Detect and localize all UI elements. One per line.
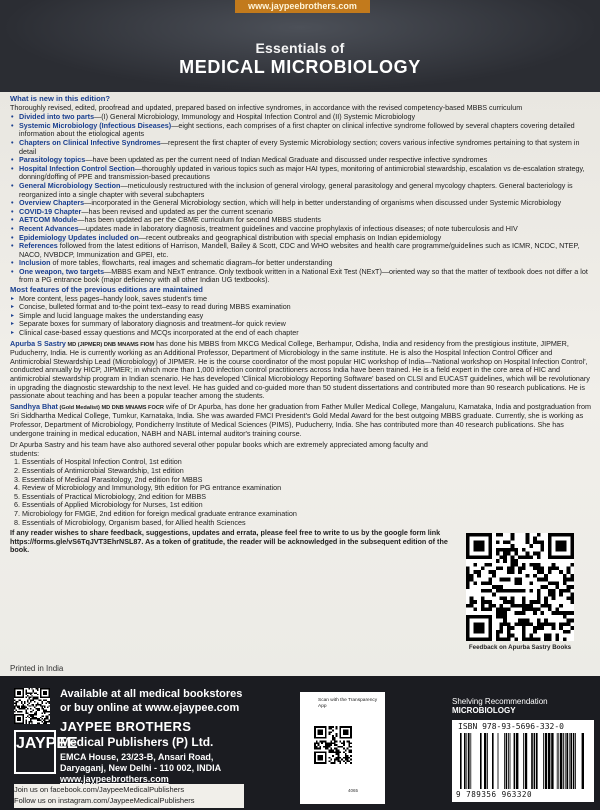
whats-new-item — [10, 182, 592, 199]
author-bio — [10, 340, 592, 401]
shelving-value: MICROBIOLOGY — [452, 706, 516, 715]
publisher-website-link[interactable]: www.jaypeebrothers.com — [60, 774, 169, 784]
isbn-barcode — [452, 720, 594, 802]
whats-new-item-text: —updates made in laboratory diagnosis, treatment guidelines and vaccine prophylaxis of infectious diseases; of note tuberculosis and HIV — [78, 223, 518, 233]
other-book-item: 8. Essentials of Microbiology, Organism based, for Allied health Sciences — [22, 519, 592, 528]
whats-new-item-title: General Microbiology Section — [19, 180, 121, 190]
barcode-icon — [458, 733, 586, 789]
whats-new-item-text: —incorporated in the General Microbiology section, which will help in better understanding of organisms when discussed under Systemic Microbiology — [84, 198, 562, 208]
publisher-name: JAYPEE BROTHERS — [60, 719, 192, 734]
whats-new-list — [10, 113, 592, 285]
publisher-url-strip: www.jaypeebrothers.com — [235, 0, 370, 13]
publisher-address-1: EMCA House, 23/23-B, Ansari Road, — [60, 752, 214, 762]
whats-new-item-title: COVID-19 Chapter — [19, 206, 82, 216]
availability-line-1: Available at all medical bookstores — [60, 688, 243, 700]
transparency-app-card — [300, 692, 385, 804]
whats-new-item — [10, 165, 592, 182]
whats-new-item-text: followed from the latest editions of Harrison, Mandell, Bailey & Scott, CDC and WHO websites and health care programme/guidelines such as ICMR, NCDC, NTEP, NACO, NVBDCP, Immunization and GPEI, etc. — [19, 241, 580, 259]
whats-new-item — [10, 122, 592, 139]
whats-new-item-text: of more tables, flowcharts, real images and schematic diagram–for better understanding — [50, 258, 333, 268]
whats-new-item — [10, 268, 592, 285]
availability-line-2: or buy online at www.ejaypee.com — [60, 702, 240, 714]
other-book-item: 6. Essentials of Applied Microbiology for Nurses, 1st edition — [22, 501, 592, 510]
shelving-recommendation — [452, 697, 592, 715]
publisher-name-line-2: Medical Publishers (P) Ltd. — [60, 735, 214, 749]
whats-new-item-text: —recent outbreaks and geographical distribution with special emphasis on Indian epidemiology — [138, 232, 442, 242]
kept-feature-item: ▸ Clinical case-based essay questions and MCQs incorporated at the end of each chapter — [10, 329, 592, 338]
kept-feature-item: ▸ More content, less pages–handy look, saves student's time — [10, 295, 592, 304]
whats-new-item-text: —meticulously restructured with the inclusion of general virology, general parasitology and general mycology chapters. General bacteriology is reorganized into a single chapter with several subchapters — [19, 180, 573, 199]
social-links — [14, 784, 244, 808]
jaypee-logo: JAYPEE — [14, 730, 56, 774]
whats-new-item-text: —have been updated as per the current need of Indian Medical Graduate and discussed under respective infective syndromes — [85, 155, 488, 165]
whats-new-item-text: —eight sections, each comprises of a first chapter on clinical infective syndrome followed by several chapters covering detailed information about the etiological agents — [19, 120, 575, 139]
whats-new-item-title: Parasitology topics — [19, 155, 86, 165]
other-book-item: 3. Essentials of Medical Parasitology, 2nd edition for MBBS — [22, 476, 592, 485]
whats-new-item-title: References — [19, 241, 58, 251]
author-bios — [10, 340, 592, 439]
instagram-link[interactable]: Follow us on instagram.com/JaypeeMedicalPublishers — [14, 796, 195, 805]
other-book-item: 7. Microbiology for FMGE, 2nd edition for foreign medical graduate entrance examination — [22, 510, 592, 519]
whats-new-item-title: Divided into two parts — [19, 112, 95, 122]
transparency-qr-code[interactable] — [314, 726, 352, 764]
other-book-item: 2. Essentials of Antimicrobial Stewardship, 1st edition — [22, 467, 592, 476]
author-bio — [10, 403, 592, 438]
whats-new-item-title: Systemic Microbiology (Infectious Diseases) — [19, 120, 172, 130]
whats-new-item-text: —(I) General Microbiology, Immunology and Hospital Infection Control and (II) Systemic Microbiology — [94, 112, 416, 122]
whats-new-item-text: —represent the first chapter of every Systemic Microbiology section; covers various infective syndromes pertaining to that system in detail — [19, 137, 580, 156]
author-name: Sandhya Bhat — [10, 401, 58, 411]
transparency-code: 4065 — [348, 788, 359, 793]
other-book-item: 4. Review of Microbiology and Immunology, 9th edition for PG entrance examination — [22, 484, 592, 493]
whats-new-item-text: —MBBS exam and NExT entrance. Only textbook written in a National Exit Test (NExT)—oriented way so that the matter of textbook does not differ a lot from a PG entrance book (major deficiency with all other Indian UG textbooks). — [19, 266, 588, 285]
kept-feature-item: ▸ Simple and lucid language makes the understanding easy — [10, 312, 592, 321]
kept-features-list — [10, 295, 592, 338]
whats-new-heading: What is new in this edition? — [10, 94, 110, 103]
author-credentials: MD (JIPMER) DNB MNAMS FIOM — [65, 341, 155, 348]
author-credentials: (Gold Medalist) MD DNB MNAMS FOCR — [57, 404, 164, 411]
whats-new-item-text: —thoroughly updated in various topics such as major HAI types, monitoring of antimicrobial stewardship, escalation vs de-escalation strategy, donning/doffing of PPE and transmission-based precautions — [19, 163, 585, 182]
barcode-number: 9 789356 963320 — [456, 790, 533, 799]
whats-new-item-title: Recent Advances — [19, 223, 79, 233]
whats-new-item — [10, 242, 592, 259]
whats-new-item-title: Hospital Infection Control Section — [19, 163, 135, 173]
publisher-address-2: Daryaganj, New Delhi - 110 002, INDIA — [60, 763, 222, 773]
whats-new-item-text: —has been updated as per the CBME curriculum for second MBBS students — [77, 215, 321, 225]
kept-feature-item: ▸ Separate boxes for summary of laboratory diagnosis and treatment–for quick review — [10, 320, 592, 329]
whats-new-item-title: Epidemiology Updates included on — [19, 232, 139, 242]
feedback-qr-caption: Feedback on Apurba Sastry Books — [468, 644, 572, 651]
facebook-link[interactable]: Join us on facebook.com/JaypeeMedicalPublishers — [14, 785, 185, 794]
book-title: MEDICAL MICROBIOLOGY — [179, 57, 421, 77]
store-qr-code[interactable] — [14, 688, 50, 724]
shelving-label: Shelving Recommendation — [452, 697, 548, 706]
isbn-number: ISBN 978-93-5696-332-0 — [458, 722, 564, 731]
whats-new-item-title: Chapters on Clinical Infective Syndromes — [19, 137, 161, 147]
cover-text — [10, 95, 592, 555]
kept-feature-item: ▸ Concise, bulleted format and to-the point text–easy to read during MBBS examination — [10, 303, 592, 312]
whats-new-item-title: Inclusion — [19, 258, 51, 268]
other-books-list — [10, 458, 592, 527]
other-book-item: 1. Essentials of Hospital Infection Control, 1st edition — [22, 458, 592, 467]
whats-new-item-title: Overview Chapters — [19, 198, 85, 208]
whats-new-intro: Thoroughly revised, edited, proofread and updated, prepared based on infective syndromes, in accordance with the revised competency-based MBBS curriculum — [10, 102, 523, 112]
other-books-intro: Dr Apurba Sastry and his team have also authored several other popular books which are extremely appreciated among faculty and students: — [10, 440, 428, 458]
whats-new-item-title: One weapon, two targets — [19, 266, 105, 276]
feedback-note: If any reader wishes to share feedback, suggestions, updates and errata, please feel free to write to us by the google form link https://forms.gle/vS6TqJVT3EhrNSL87. As a token of gratitude, the reader will be acknowledged in the subsequent edition of the book. — [10, 528, 448, 555]
author-bio-text: has done his MBBS from MKCG Medical College, Berhampur, Odisha, India and residency from the prestigious institute, JIPMER, Puducherry, India. He is currently working as an Additional Professor, Department of Microbiology in the same institute. He is also the Hospital Infection Control Officer and Antimicrobial Stewardship Lead (Microbiology) of JIPMER. He is the course coordinator of the most popular HIC workshop of India—'National workshop on Hospital Infection Control', conducted annually by HICP, JIPMER; in which more than 1,000 infection control practitioners across India have been trained. He is a field expert in the core area of HIC and antimicrobial stewardship program in Indian scenario. He has developed 'Clinical Microbiology Reporting Software' based on CLSI and EUCAST guidelines, which will be revolutionary in upgrading the diagnostic stewardship to the next level. He has guided and co-guided more than 50 student dissertations and contributed more than 90 research publications. He is passionate about teaching and has been a popular teacher among the students. — [10, 338, 590, 401]
kept-features-heading: Most features of the previous editions are maintained — [10, 285, 203, 295]
feedback-qr-code[interactable] — [466, 533, 574, 641]
whats-new-item — [10, 139, 592, 156]
author-bio-text: wife of Dr Apurba, has done her graduation from Father Muller Medical College, Mangaluru, Karnataka, India and postgraduation from Sri Siddhartha Medical College, Tumkur, Karnataka, India. She was awarded FMCI President's Gold Medal Award for the best outgoing MBBS graduate. Currently, she is working as Professor, Department of Microbiology, Pondicherry Institute of Medical Sciences (PIMS), Puducherry, India. She has contributed more than 40 research publications. She has undergone training in medical education, NABH and NABL internal auditor's training course. — [10, 401, 592, 438]
whats-new-item-title: AETCOM Module — [19, 215, 78, 225]
other-book-item: 5. Essentials of Practical Microbiology, 2nd edition for MBBS — [22, 493, 592, 502]
printed-in-india: Printed in India — [10, 664, 64, 673]
whats-new-item-text: —has been revised and updated as per the current scenario — [81, 206, 273, 216]
book-title-prefix: Essentials of — [255, 40, 345, 56]
author-name: Apurba S Sastry — [10, 338, 66, 348]
transparency-app-label: Scan with the Transparency App — [318, 698, 378, 709]
